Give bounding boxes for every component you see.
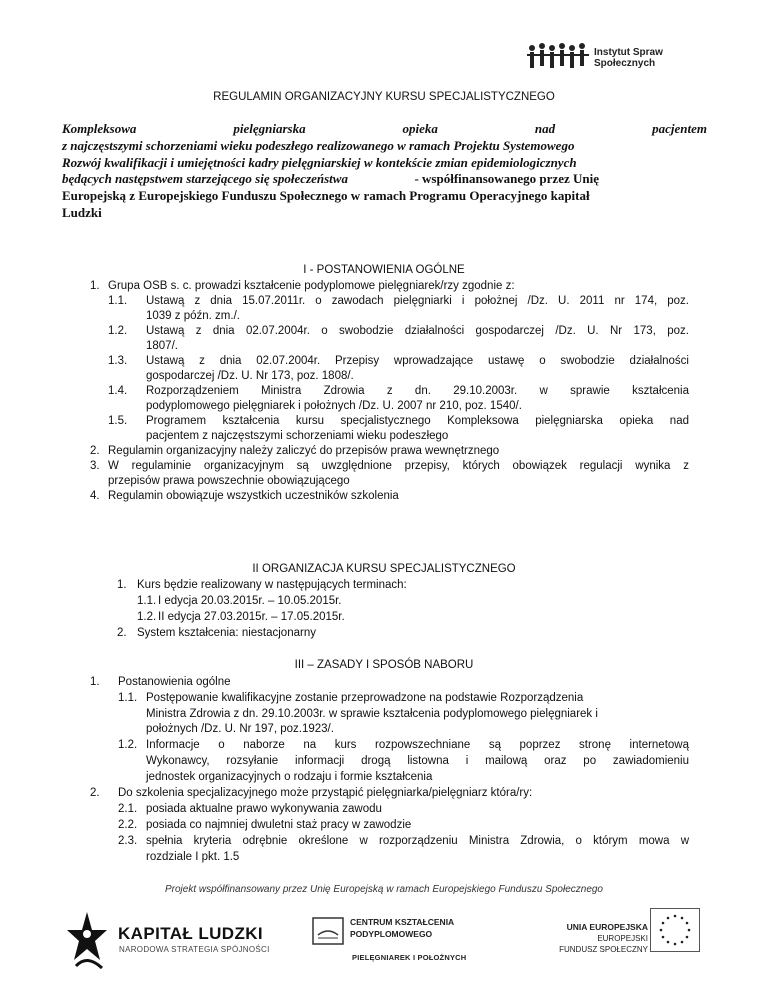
- course-word: Kompleksowa: [62, 121, 137, 136]
- eu-line2: EUROPEJSKI: [597, 934, 648, 943]
- institute-logo-line2: Społecznych: [594, 58, 656, 69]
- list-number: 1.2.: [137, 611, 157, 623]
- list-number: 1.3.: [108, 355, 128, 367]
- list-number: 2.3.: [118, 835, 138, 847]
- list-item: Kurs będzie realizowany w następujących terminach:: [137, 579, 407, 591]
- course-word: opieka: [402, 121, 438, 136]
- course-line-5: Europejską z Europejskiego Funduszu Społecznego w ramach Programu Operacyjnego kapitał: [62, 188, 590, 204]
- list-item: posiada aktualne prawo wykonywania zawodu: [146, 803, 382, 815]
- kapital-ludzki-star-icon: [66, 910, 108, 972]
- list-item: Regulamin obowiązuje wszystkich uczestników szkolenia: [108, 490, 399, 502]
- course-line-4-bold: - współfinansowanego przez Unię: [414, 171, 599, 187]
- list-item: System kształcenia: niestacjonarny: [137, 627, 316, 639]
- list-item-continued: Ministra Zdrowia z dn. 29.10.2003r. w sprawie kształcenia podyplomowego pielęgniarek i: [146, 708, 598, 720]
- list-item: Postanowienia ogólne: [118, 676, 231, 688]
- list-item-continued: rozdziale I pkt. 1.5: [146, 851, 240, 863]
- eu-flag-icon: [650, 908, 700, 952]
- ckppip-line2: PODYPLOMOWEGO: [350, 929, 433, 939]
- ckppip-line3: PIELĘGNIAREK I POŁOŻNYCH: [352, 953, 467, 962]
- document-title: REGULAMIN ORGANIZACYJNY KURSU SPECJALISTYCZNEGO: [213, 91, 555, 103]
- list-item: Ustawą z dnia 02.07.2004r. o swobodzie działalności gospodarczej /Dz. U. Nr 173, poz.: [146, 325, 689, 337]
- course-word: nad: [534, 121, 556, 136]
- list-item: Ustawą z dnia 02.07.2004r. Przepisy wprowadzające ustawę o swobodzie działalności: [146, 355, 689, 367]
- list-number: 2.1.: [118, 803, 138, 815]
- list-number: 4.: [90, 490, 100, 502]
- list-item-continued: Wykonawcy, rozsyłanie informacji drogą listowna i mailową oraz po zawiadomieniu: [146, 755, 689, 767]
- kapital-ludzki-title: KAPITAŁ LUDZKI: [118, 924, 264, 943]
- list-item-continued: przepisów prawa powszechnie obowiązującego: [108, 475, 350, 487]
- list-item: W regulaminie organizacyjnym są uwzględnione przepisy, których obowiązek regulacji wynika z: [108, 460, 689, 472]
- list-item: spełnia kryteria odrębnie określone w rozporządzeniu Ministra Zdrowia, o którym mowa w: [146, 835, 689, 847]
- list-item-continued: gospodarczej /Dz. U. Nr 173, poz. 1808/.: [146, 370, 354, 382]
- list-item-continued: 1039 z późn. zm./.: [146, 310, 240, 322]
- course-line-6: Ludzki: [62, 204, 102, 220]
- list-number: 2.: [90, 787, 100, 799]
- list-item: Ustawą z dnia 15.07.2011r. o zawodach pielęgniarki i położnej /Dz. U. 2011 nr 174, poz.: [146, 295, 689, 307]
- institute-logo-text: [594, 47, 663, 69]
- course-word: pielęgniarska: [233, 121, 306, 136]
- list-number: 1.1.: [118, 692, 138, 704]
- course-line-4-italic: będących następstwem starzejącego się społeczeństwa: [62, 171, 348, 187]
- course-line-4: [62, 171, 707, 188]
- list-item-continued: pacjentem z najczęstszymi schorzeniami wieku podeszłego: [146, 430, 449, 442]
- eu-line3: FUNDUSZ SPOŁECZNY: [559, 945, 648, 954]
- list-number: 2.2.: [118, 819, 138, 831]
- list-item: I edycja 20.03.2015r. – 10.05.2015r.: [158, 595, 342, 607]
- footer-cofinancing-note: Projekt współfinansowany przez Unię Europejską w ramach Europejskiego Funduszu Społecznego: [164, 884, 603, 895]
- list-number: 1.: [90, 676, 100, 688]
- institute-logo-line1: Instytut Spraw: [594, 47, 663, 58]
- list-item: Regulamin organizacyjny należy zaliczyć do przepisów prawa wewnętrznego: [108, 445, 500, 457]
- list-number: 1.: [117, 579, 127, 591]
- institute-people-logo-icon: [527, 42, 589, 76]
- list-number: 1.: [90, 280, 100, 292]
- list-item: posiada co najmniej dwuletni staż pracy w zawodzie: [146, 819, 412, 831]
- list-number: 1.4.: [108, 385, 128, 397]
- list-item: II edycja 27.03.2015r. – 17.05.2015r.: [158, 611, 345, 623]
- course-line-2: z najczęstszymi schorzeniami wieku podeszłego realizowanego w ramach Projektu Systemowego: [62, 137, 575, 153]
- list-item: Informacje o naborze na kurs rozpowszechniane są poprzez stronę internetową: [146, 739, 689, 751]
- section-1-heading: I - POSTANOWIENIA OGÓLNE: [303, 264, 465, 276]
- list-number: 1.1.: [108, 295, 128, 307]
- course-word: pacjentem: [652, 121, 707, 136]
- list-item-continued: jednostek organizacyjnych o rodzaju i formie kształcenia: [146, 771, 433, 783]
- ckppip-line1: CENTRUM KSZTAŁCENIA: [350, 917, 455, 927]
- section-2-heading: II ORGANIZACJA KURSU SPECJALISTYCZNEGO: [252, 563, 516, 575]
- list-item: Grupa OSB s. c. prowadzi kształcenie podyplomowe pielęgniarek/rzy zgodnie z:: [108, 280, 515, 292]
- course-line-3: Rozwój kwalifikacji i umiejętności kadry pielęgniarskiej w kontekście zmian epidemiologicznych: [62, 154, 577, 170]
- list-item: Rozporządzeniem Ministra Zdrowia z dn. 29.10.2003r. w sprawie kształcenia: [146, 385, 689, 397]
- list-item-continued: 1807/.: [146, 340, 178, 352]
- list-number: 2.: [117, 627, 127, 639]
- list-number: 2.: [90, 445, 100, 457]
- section-3-heading: III – ZASADY I SPOSÓB NABORU: [294, 659, 474, 671]
- course-description: [62, 121, 707, 222]
- list-item-continued: podyplomowego pielęgniarek i położnych /Dz. U. 2007 nr 210, poz. 1540/.: [146, 400, 522, 412]
- course-line-1: [62, 121, 707, 138]
- list-item: Do szkolenia specjalizacyjnego może przystąpić pielęgniarka/pielęgniarz która/ry:: [118, 787, 533, 799]
- eu-line1: UNIA EUROPEJSKA: [566, 922, 648, 932]
- list-number: 1.1.: [137, 595, 157, 607]
- list-item: Programem kształcenia kursu specjalistycznego Kompleksowa pielęgniarska opieka nad: [146, 415, 689, 427]
- kapital-ludzki-subtitle: NARODOWA STRATEGIA SPÓJNOŚCI: [119, 945, 270, 954]
- list-number: 1.2.: [108, 325, 128, 337]
- ckppip-book-icon: [312, 917, 344, 945]
- list-number: 1.5.: [108, 415, 128, 427]
- list-number: 1.2.: [118, 739, 138, 751]
- list-number: 3.: [90, 460, 100, 472]
- list-item: Postępowanie kwalifikacyjne zostanie przeprowadzone na podstawie Rozporządzenia: [146, 692, 584, 704]
- list-item-continued: położnych /Dz. U. Nr 197, poz.1923/.: [146, 723, 334, 735]
